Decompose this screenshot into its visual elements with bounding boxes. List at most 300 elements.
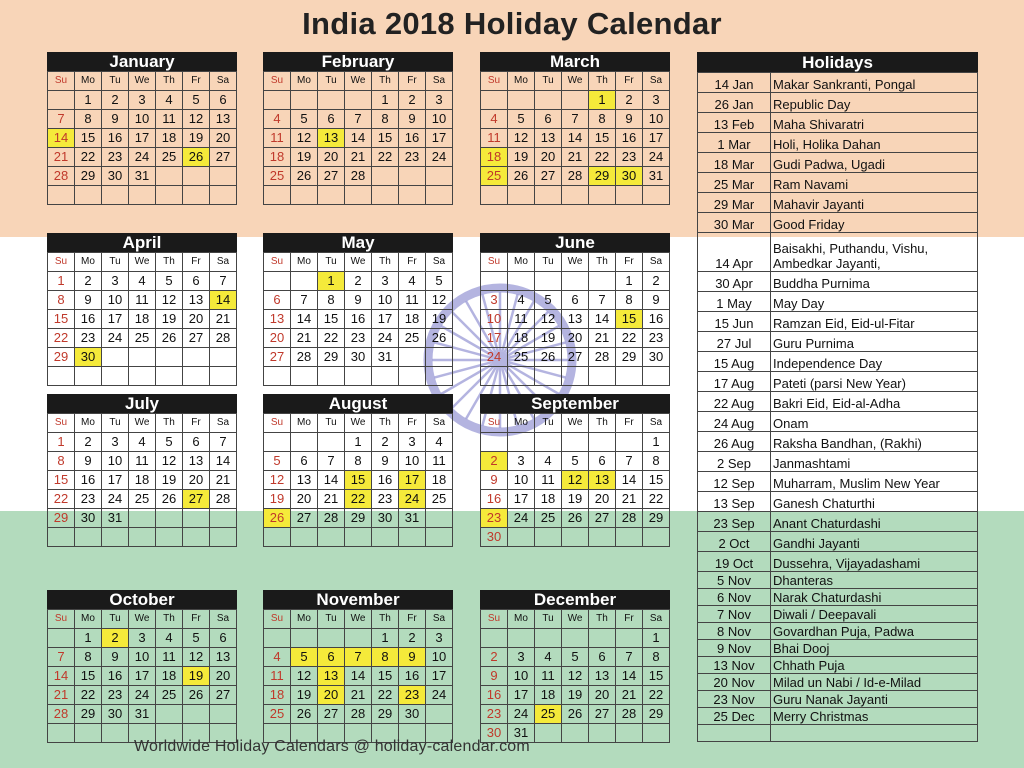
day-cell: 25: [535, 705, 562, 724]
day-cell: 11: [426, 452, 453, 471]
day-cell: 21: [318, 490, 345, 509]
empty-cell: [318, 433, 345, 452]
holiday-row: [698, 153, 978, 173]
weekday-header: Th: [589, 253, 616, 272]
day-cell: 20: [264, 329, 291, 348]
empty-cell: [372, 186, 399, 205]
day-cell: 21: [345, 686, 372, 705]
day-cell: 13: [291, 471, 318, 490]
day-cell: 30: [481, 724, 508, 743]
weekday-header: Th: [156, 610, 183, 629]
day-cell: 19: [508, 148, 535, 167]
day-cell: 1: [616, 272, 643, 291]
holiday-table: [697, 72, 978, 742]
holiday-name: Buddha Purnima: [771, 272, 978, 292]
weekday-header: Th: [589, 72, 616, 91]
weekday-header: We: [345, 253, 372, 272]
day-cell: 18: [399, 310, 426, 329]
weekday-header: We: [562, 253, 589, 272]
weekday-header: Th: [372, 253, 399, 272]
week-row: [48, 329, 237, 348]
week-row: [48, 452, 237, 471]
day-cell: 10: [102, 452, 129, 471]
day-cell: 8: [589, 110, 616, 129]
day-cell: 2: [399, 629, 426, 648]
day-cell: 8: [643, 452, 670, 471]
holiday-date: 30 Mar: [698, 213, 771, 233]
day-cell: 1: [643, 629, 670, 648]
day-cell: 4: [426, 433, 453, 452]
day-cell: 17: [102, 310, 129, 329]
day-cell: 29: [48, 509, 75, 528]
day-cell: 1: [372, 629, 399, 648]
day-cell: 28: [616, 705, 643, 724]
week-row: [264, 329, 453, 348]
day-cell: 13: [183, 452, 210, 471]
empty-cell: [589, 724, 616, 743]
empty-cell: [75, 367, 102, 386]
day-cell: 3: [129, 91, 156, 110]
holiday-name: Onam: [771, 412, 978, 432]
day-cell: 29: [616, 348, 643, 367]
day-cell: 16: [102, 667, 129, 686]
day-cell: 19: [291, 686, 318, 705]
day-cell: 29: [345, 509, 372, 528]
empty-cell: [129, 528, 156, 547]
week-row: [481, 686, 670, 705]
weekday-header: Su: [481, 610, 508, 629]
day-cell: 24: [426, 148, 453, 167]
month-grid: [47, 252, 237, 386]
day-cell: 19: [426, 310, 453, 329]
weekday-header: Sa: [643, 72, 670, 91]
day-cell: 4: [399, 272, 426, 291]
day-cell: 24: [643, 148, 670, 167]
day-cell: 11: [399, 291, 426, 310]
empty-cell: [183, 367, 210, 386]
holiday-date: 9 Nov: [698, 640, 771, 657]
week-row: [264, 528, 453, 547]
day-cell: 21: [291, 329, 318, 348]
day-cell: 8: [616, 291, 643, 310]
empty-cell: [183, 186, 210, 205]
weekday-header: Th: [372, 414, 399, 433]
holiday-row: [698, 725, 978, 742]
day-cell: 19: [183, 667, 210, 686]
holiday-date: 13 Nov: [698, 657, 771, 674]
day-cell: 25: [264, 705, 291, 724]
empty-cell: [156, 509, 183, 528]
month-title: February: [263, 52, 453, 71]
week-row: [264, 452, 453, 471]
weekday-header: Tu: [535, 610, 562, 629]
day-cell: 27: [318, 167, 345, 186]
day-cell: 9: [616, 110, 643, 129]
day-cell: 3: [643, 91, 670, 110]
week-row: [481, 91, 670, 110]
empty-cell: [48, 629, 75, 648]
empty-cell: [264, 367, 291, 386]
day-cell: 7: [616, 452, 643, 471]
weekday-header: Tu: [318, 414, 345, 433]
day-cell: 23: [372, 490, 399, 509]
day-cell: 16: [345, 310, 372, 329]
holiday-row: [698, 193, 978, 213]
day-cell: 7: [345, 110, 372, 129]
day-cell: 13: [183, 291, 210, 310]
day-cell: 11: [264, 129, 291, 148]
empty-cell: [156, 367, 183, 386]
weekday-header: Fr: [616, 414, 643, 433]
empty-cell: [129, 186, 156, 205]
empty-cell: [264, 433, 291, 452]
week-row: [264, 129, 453, 148]
weekday-header: Tu: [102, 72, 129, 91]
day-cell: 17: [508, 490, 535, 509]
day-cell: 24: [102, 329, 129, 348]
day-cell: 13: [589, 471, 616, 490]
week-row: [481, 310, 670, 329]
day-cell: 27: [589, 509, 616, 528]
day-cell: 21: [345, 148, 372, 167]
day-cell: 26: [264, 509, 291, 528]
holiday-row: [698, 133, 978, 153]
month-grid: [47, 413, 237, 547]
week-row: [481, 509, 670, 528]
day-cell: 30: [616, 167, 643, 186]
weekday-header: Th: [372, 610, 399, 629]
weekday-header: Fr: [183, 414, 210, 433]
weekday-header: Sa: [426, 414, 453, 433]
month-title: April: [47, 233, 237, 252]
holiday-name: Anant Chaturdashi: [771, 512, 978, 532]
week-row: [48, 686, 237, 705]
month-title: January: [47, 52, 237, 71]
weekday-header: Tu: [318, 253, 345, 272]
day-cell: 7: [48, 648, 75, 667]
week-row: [264, 310, 453, 329]
empty-cell: [156, 186, 183, 205]
day-cell: 9: [481, 471, 508, 490]
day-cell: 24: [129, 148, 156, 167]
day-cell: 8: [372, 110, 399, 129]
weekday-header: Mo: [75, 253, 102, 272]
empty-cell: [156, 705, 183, 724]
weekday-header: We: [129, 414, 156, 433]
month-title: August: [263, 394, 453, 413]
month-title: March: [480, 52, 670, 71]
day-cell: 31: [643, 167, 670, 186]
holiday-row: [698, 657, 978, 674]
empty-cell: [291, 629, 318, 648]
weekday-header: Sa: [426, 253, 453, 272]
day-cell: 2: [399, 91, 426, 110]
weekday-header: Fr: [399, 610, 426, 629]
weekday-header: Fr: [399, 72, 426, 91]
weekday-header: Fr: [616, 253, 643, 272]
day-cell: 29: [643, 705, 670, 724]
day-cell: 11: [129, 452, 156, 471]
empty-cell: [426, 186, 453, 205]
day-cell: 20: [562, 329, 589, 348]
day-cell: 2: [643, 272, 670, 291]
day-cell: 4: [481, 110, 508, 129]
day-cell: 15: [318, 310, 345, 329]
day-cell: 16: [399, 129, 426, 148]
empty-cell: [616, 629, 643, 648]
weekday-header: Su: [48, 72, 75, 91]
day-cell: 15: [589, 129, 616, 148]
empty-cell: [562, 367, 589, 386]
empty-cell: [210, 705, 237, 724]
week-row: [481, 186, 670, 205]
day-cell: 27: [562, 348, 589, 367]
day-cell: 7: [210, 433, 237, 452]
week-row: [481, 433, 670, 452]
day-cell: 31: [129, 705, 156, 724]
day-cell: 2: [481, 452, 508, 471]
day-cell: 26: [562, 705, 589, 724]
day-cell: 10: [508, 471, 535, 490]
day-cell: 22: [372, 148, 399, 167]
day-cell: 15: [372, 129, 399, 148]
month-grid: [263, 609, 453, 743]
day-cell: 1: [48, 272, 75, 291]
day-cell: 27: [291, 509, 318, 528]
day-cell: 2: [481, 648, 508, 667]
holiday-row: [698, 412, 978, 432]
week-row: [264, 705, 453, 724]
weekday-header: Su: [264, 253, 291, 272]
day-cell: 15: [643, 667, 670, 686]
weekday-header: We: [129, 72, 156, 91]
day-cell: 24: [481, 348, 508, 367]
weekday-header: Sa: [210, 414, 237, 433]
day-cell: 29: [75, 167, 102, 186]
holiday-name: Good Friday: [771, 213, 978, 233]
holiday-date: 14 Apr: [698, 233, 771, 272]
holiday-date: 30 Apr: [698, 272, 771, 292]
empty-cell: [48, 528, 75, 547]
month-title: September: [480, 394, 670, 413]
holiday-row: [698, 173, 978, 193]
day-cell: 14: [318, 471, 345, 490]
day-cell: 14: [48, 667, 75, 686]
day-cell: 6: [562, 291, 589, 310]
empty-cell: [48, 186, 75, 205]
day-cell: 5: [562, 648, 589, 667]
holiday-name: Muharram, Muslim New Year: [771, 472, 978, 492]
empty-cell: [562, 724, 589, 743]
day-cell: 11: [156, 110, 183, 129]
empty-cell: [643, 186, 670, 205]
empty-cell: [643, 367, 670, 386]
day-cell: 16: [102, 129, 129, 148]
weekday-header: Su: [264, 610, 291, 629]
day-cell: 12: [291, 129, 318, 148]
day-cell: 25: [426, 490, 453, 509]
day-cell: 20: [318, 686, 345, 705]
weekday-header: Sa: [643, 253, 670, 272]
holiday-row: [698, 606, 978, 623]
weekday-header: Tu: [318, 610, 345, 629]
empty-cell: [102, 186, 129, 205]
weekday-header: Fr: [616, 610, 643, 629]
day-cell: 3: [102, 433, 129, 452]
day-cell: 24: [508, 509, 535, 528]
weekday-header: We: [129, 253, 156, 272]
day-cell: 25: [156, 686, 183, 705]
empty-cell: [210, 367, 237, 386]
empty-cell: [616, 724, 643, 743]
day-cell: 22: [48, 329, 75, 348]
holiday-name: Bakri Eid, Eid-al-Adha: [771, 392, 978, 412]
holiday-date: [698, 725, 771, 742]
day-cell: 10: [508, 667, 535, 686]
holiday-name: Janmashtami: [771, 452, 978, 472]
day-cell: 14: [345, 129, 372, 148]
empty-cell: [508, 272, 535, 291]
empty-cell: [291, 433, 318, 452]
day-cell: 26: [291, 167, 318, 186]
day-cell: 6: [210, 629, 237, 648]
weekday-header: Sa: [426, 610, 453, 629]
empty-cell: [102, 528, 129, 547]
holiday-name: Milad un Nabi / Id-e-Milad: [771, 674, 978, 691]
day-cell: 23: [102, 148, 129, 167]
day-cell: 30: [75, 348, 102, 367]
day-cell: 11: [264, 667, 291, 686]
day-cell: 21: [210, 310, 237, 329]
weekday-header: Th: [156, 253, 183, 272]
empty-cell: [616, 367, 643, 386]
holiday-date: 8 Nov: [698, 623, 771, 640]
week-row: [481, 148, 670, 167]
weekday-header: Sa: [210, 253, 237, 272]
day-cell: 31: [102, 509, 129, 528]
day-cell: 5: [183, 629, 210, 648]
month-grid: [480, 71, 670, 205]
day-cell: 11: [129, 291, 156, 310]
day-cell: 2: [345, 272, 372, 291]
day-cell: 9: [399, 648, 426, 667]
day-cell: 12: [426, 291, 453, 310]
empty-cell: [589, 367, 616, 386]
week-row: [481, 667, 670, 686]
day-cell: 29: [318, 348, 345, 367]
day-cell: 17: [129, 667, 156, 686]
weekday-header: Su: [48, 610, 75, 629]
day-cell: 16: [643, 310, 670, 329]
weekday-header: Sa: [210, 72, 237, 91]
holiday-name: [771, 725, 978, 742]
day-cell: 6: [318, 648, 345, 667]
week-row: [48, 310, 237, 329]
day-cell: 6: [291, 452, 318, 471]
day-cell: 4: [156, 91, 183, 110]
empty-cell: [372, 367, 399, 386]
day-cell: 30: [102, 167, 129, 186]
day-cell: 17: [372, 310, 399, 329]
day-cell: 25: [156, 148, 183, 167]
weekday-header: Sa: [643, 610, 670, 629]
day-cell: 23: [481, 509, 508, 528]
holiday-name: Guru Purnima: [771, 332, 978, 352]
day-cell: 22: [48, 490, 75, 509]
day-cell: 23: [399, 686, 426, 705]
day-cell: 26: [183, 686, 210, 705]
holiday-name: Bhai Dooj: [771, 640, 978, 657]
weekday-header: Su: [481, 253, 508, 272]
day-cell: 3: [102, 272, 129, 291]
weekday-header: Mo: [508, 72, 535, 91]
holiday-date: 6 Nov: [698, 589, 771, 606]
day-cell: 28: [562, 167, 589, 186]
week-row: [48, 667, 237, 686]
week-row: [481, 528, 670, 547]
day-cell: 16: [481, 686, 508, 705]
week-row: [48, 272, 237, 291]
empty-cell: [210, 348, 237, 367]
empty-cell: [426, 167, 453, 186]
day-cell: 8: [48, 452, 75, 471]
holiday-row: [698, 352, 978, 372]
week-row: [48, 110, 237, 129]
holiday-date: 2 Sep: [698, 452, 771, 472]
day-cell: 8: [75, 648, 102, 667]
empty-cell: [156, 348, 183, 367]
empty-cell: [183, 528, 210, 547]
holiday-date: 29 Mar: [698, 193, 771, 213]
day-cell: 23: [345, 329, 372, 348]
day-cell: 16: [75, 471, 102, 490]
day-cell: 7: [589, 291, 616, 310]
holiday-name: Holi, Holika Dahan: [771, 133, 978, 153]
week-row: [481, 367, 670, 386]
empty-cell: [426, 528, 453, 547]
day-cell: 21: [616, 686, 643, 705]
empty-cell: [616, 433, 643, 452]
weekday-header: Th: [589, 414, 616, 433]
day-cell: 13: [318, 129, 345, 148]
day-cell: 11: [156, 648, 183, 667]
day-cell: 19: [264, 490, 291, 509]
day-cell: 23: [481, 705, 508, 724]
day-cell: 29: [48, 348, 75, 367]
empty-cell: [481, 186, 508, 205]
weekday-header: We: [345, 610, 372, 629]
day-cell: 15: [616, 310, 643, 329]
day-cell: 25: [481, 167, 508, 186]
day-cell: 27: [264, 348, 291, 367]
holiday-date: 15 Aug: [698, 352, 771, 372]
holiday-row: [698, 572, 978, 589]
day-cell: 24: [129, 686, 156, 705]
week-row: [48, 186, 237, 205]
day-cell: 25: [129, 329, 156, 348]
day-cell: 4: [129, 433, 156, 452]
week-row: [264, 667, 453, 686]
holiday-row: [698, 623, 978, 640]
empty-cell: [345, 629, 372, 648]
empty-cell: [75, 724, 102, 743]
holiday-date: 5 Nov: [698, 572, 771, 589]
day-cell: 27: [183, 490, 210, 509]
day-cell: 19: [562, 490, 589, 509]
day-cell: 25: [264, 167, 291, 186]
week-row: [48, 167, 237, 186]
month-grid: [480, 252, 670, 386]
